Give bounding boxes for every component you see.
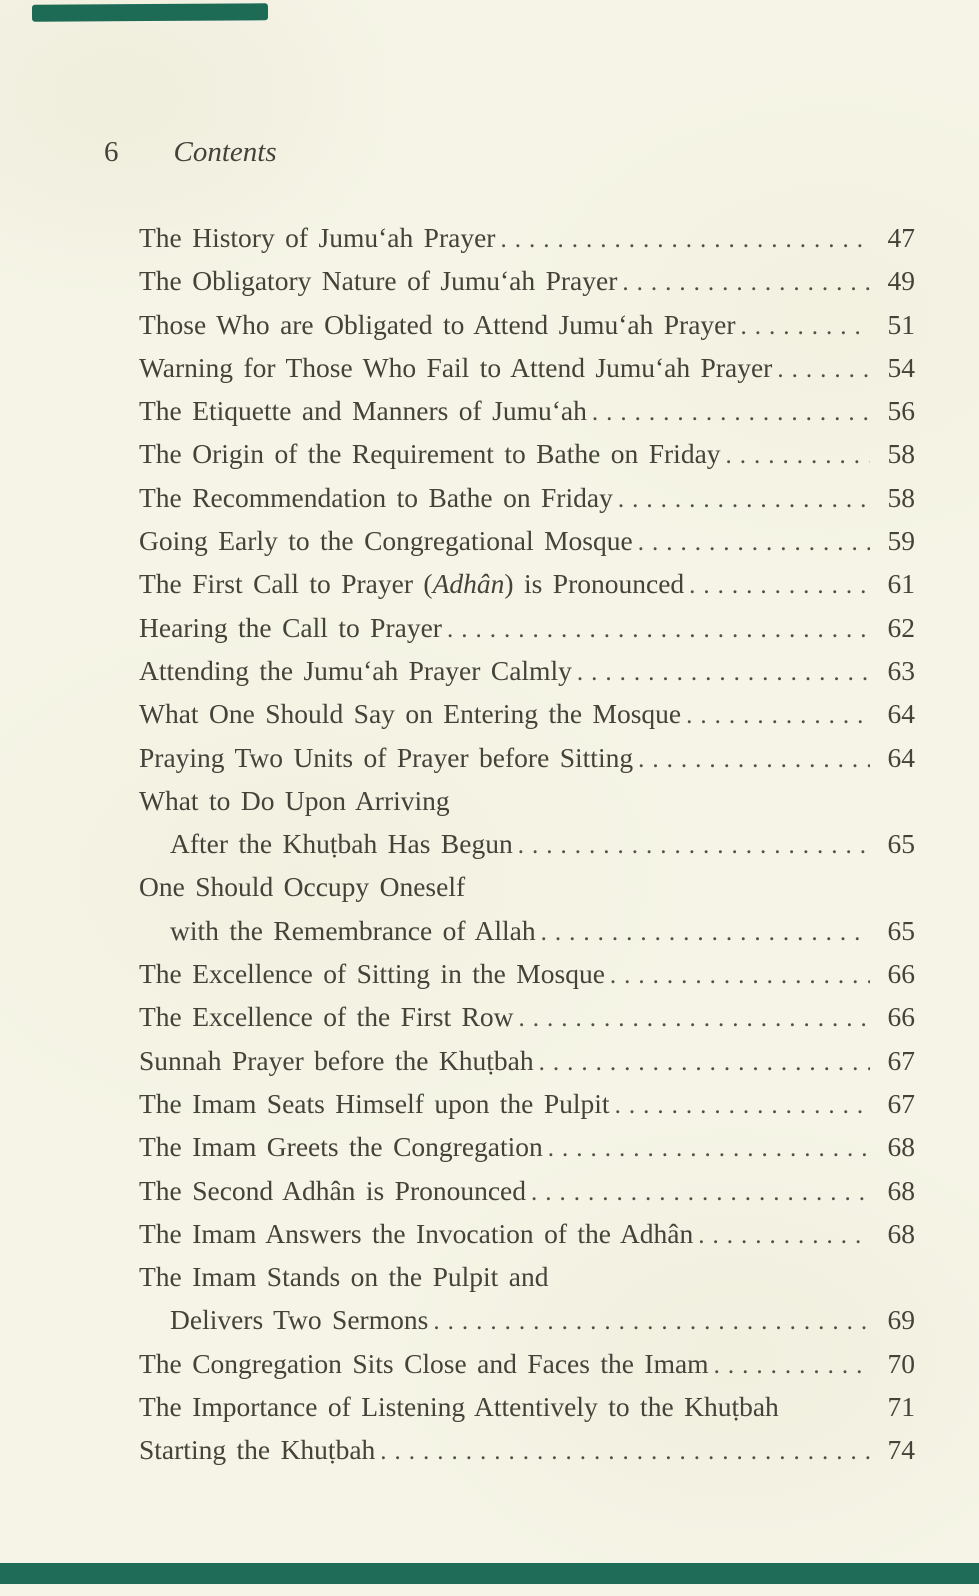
dot-leader xyxy=(592,391,870,434)
toc-entry-page-number: 47 xyxy=(887,222,915,253)
toc-entry-title: Hearing the Call to Prayer xyxy=(139,611,442,643)
dot-leader xyxy=(433,1300,870,1343)
dot-leader xyxy=(518,824,870,867)
toc-entry-title: Warning for Those Who Fail to Attend Jumu‘ah Prayer xyxy=(139,351,773,383)
dot-leader xyxy=(447,608,870,651)
toc-entry-page-number: 63 xyxy=(887,654,915,686)
toc-entry xyxy=(139,389,915,432)
toc-entry xyxy=(139,909,915,952)
running-title: Contents xyxy=(173,136,277,168)
toc-entry-page-number: 68 xyxy=(887,1131,915,1163)
toc-entry-page-number: 56 xyxy=(887,395,915,427)
toc-entry xyxy=(139,995,915,1038)
toc-entry-title: What One Should Say on Entering the Mosque xyxy=(139,698,682,730)
dot-leader xyxy=(689,564,870,607)
toc-entry xyxy=(139,1082,915,1125)
toc-entry xyxy=(139,1212,915,1255)
dot-leader xyxy=(741,305,870,348)
toc-entry-title: After the Khuṭbah Has Begun xyxy=(170,828,513,860)
toc-entry-title: The Recommendation to Bathe on Friday xyxy=(139,481,613,513)
dot-leader xyxy=(577,651,870,694)
toc-entry-page-number: 61 xyxy=(887,568,915,600)
toc-entry-page-number: 64 xyxy=(887,698,915,730)
toc-entry-title: The Importance of Listening Attentively to the Khuṭbah xyxy=(139,1391,779,1423)
toc-entry xyxy=(139,865,915,908)
toc-entry xyxy=(139,1039,915,1082)
toc-entry-page-number: 49 xyxy=(887,265,915,297)
dot-leader xyxy=(610,954,870,997)
dot-leader xyxy=(500,218,870,261)
dot-leader xyxy=(638,521,870,564)
toc-entry xyxy=(139,476,915,519)
page-header xyxy=(104,136,277,168)
toc-entry-title: Attending the Jumu‘ah Prayer Calmly xyxy=(139,654,572,686)
toc-entry-title: The Origin of the Requirement to Bathe on Friday xyxy=(139,438,721,470)
dot-leader xyxy=(531,1171,870,1214)
toc-entry xyxy=(139,822,915,865)
toc-entry xyxy=(139,216,915,259)
dot-leader xyxy=(698,1214,870,1257)
toc-entry xyxy=(139,1298,915,1341)
toc-entry-title: Delivers Two Sermons xyxy=(170,1304,429,1336)
scan-edge-strip-top xyxy=(32,3,268,21)
toc-entry-title: The Etiquette and Manners of Jumu‘ah xyxy=(139,395,587,427)
toc-entry xyxy=(139,606,915,649)
dot-leader xyxy=(519,997,870,1040)
toc-entry-page-number: 68 xyxy=(887,1174,915,1206)
toc-entry-title: Praying Two Units of Prayer before Sitting xyxy=(139,741,634,773)
toc-entry xyxy=(139,779,915,822)
page-number: 6 xyxy=(104,136,119,168)
dot-leader xyxy=(539,1041,870,1084)
toc-entry-page-number: 59 xyxy=(887,525,915,557)
toc-entry xyxy=(139,1385,915,1428)
toc-entry-title: The Imam Seats Himself upon the Pulpit xyxy=(139,1087,610,1119)
toc-entry xyxy=(139,736,915,779)
dot-leader xyxy=(714,1344,870,1387)
toc-entry xyxy=(139,1428,915,1471)
toc-entry xyxy=(139,1255,915,1298)
toc-entry-title: The Imam Greets the Congregation xyxy=(139,1131,543,1163)
toc-entry-page-number: 58 xyxy=(887,438,915,470)
dot-leader xyxy=(638,738,870,781)
toc-entry-page-number: 74 xyxy=(887,1434,915,1466)
toc-entry xyxy=(139,519,915,562)
dot-leader xyxy=(541,911,870,954)
toc-entry xyxy=(139,952,915,995)
toc-entry-page-number: 67 xyxy=(887,1087,915,1119)
table-of-contents xyxy=(139,216,915,1472)
toc-entry-page-number: 54 xyxy=(887,351,915,383)
toc-entry-page-number: 71 xyxy=(887,1391,915,1423)
dot-leader xyxy=(686,694,870,737)
toc-entry xyxy=(139,1125,915,1168)
toc-entry-title: The Imam Stands on the Pulpit and xyxy=(139,1261,549,1293)
toc-entry xyxy=(139,432,915,475)
toc-entry-page-number: 58 xyxy=(887,481,915,513)
toc-entry-page-number: 66 xyxy=(887,958,915,990)
toc-entry-title: What to Do Upon Arriving xyxy=(139,784,450,816)
toc-entry-title: Starting the Khuṭbah xyxy=(139,1434,376,1466)
toc-entry-title: Sunnah Prayer before the Khuṭbah xyxy=(139,1044,534,1076)
toc-entry-page-number: 69 xyxy=(887,1304,915,1336)
toc-entry-title: The Congregation Sits Close and Faces the Imam xyxy=(139,1347,709,1379)
toc-entry xyxy=(139,259,915,302)
toc-entry-page-number: 66 xyxy=(887,1001,915,1033)
toc-entry-page-number: 67 xyxy=(887,1044,915,1076)
toc-entry-title: Going Early to the Congregational Mosque xyxy=(139,525,633,557)
toc-entry-page-number: 70 xyxy=(887,1347,915,1379)
toc-entry-title: with the Remembrance of Allah xyxy=(170,914,536,946)
toc-entry xyxy=(139,346,915,389)
toc-entry-title: The Excellence of the First Row xyxy=(139,1001,514,1033)
toc-entry-page-number: 62 xyxy=(887,611,915,643)
toc-entry-page-number: 68 xyxy=(887,1217,915,1249)
toc-entry xyxy=(139,649,915,692)
toc-entry xyxy=(139,692,915,735)
dot-leader xyxy=(548,1127,870,1170)
toc-entry-title: The Excellence of Sitting in the Mosque xyxy=(139,958,605,990)
toc-entry xyxy=(139,1169,915,1212)
toc-entry xyxy=(139,303,915,346)
toc-entry xyxy=(139,562,915,605)
toc-entry-title: The Obligatory Nature of Jumu‘ah Prayer xyxy=(139,265,618,297)
toc-entry-title: The Second Adhân is Pronounced xyxy=(139,1174,527,1206)
dot-leader xyxy=(618,478,870,521)
toc-entry-title: The Imam Answers the Invocation of the Adhân xyxy=(139,1217,694,1249)
toc-entry-page-number: 65 xyxy=(887,828,915,860)
dot-leader xyxy=(615,1084,870,1127)
toc-entry-title: One Should Occupy Oneself xyxy=(139,871,466,903)
toc-entry-title: Those Who are Obligated to Attend Jumu‘ah Prayer xyxy=(139,308,736,340)
toc-entry-page-number: 51 xyxy=(887,308,915,340)
toc-entry-page-number: 64 xyxy=(887,741,915,773)
dot-leader xyxy=(380,1430,870,1473)
toc-entry-page-number: 65 xyxy=(887,914,915,946)
scan-edge-strip-bottom xyxy=(0,1563,979,1584)
toc-entry-title: The History of Jumu‘ah Prayer xyxy=(139,222,496,253)
toc-entry-title: The First Call to Prayer (Adhân) is Pronounced xyxy=(139,568,685,600)
dot-leader xyxy=(777,348,870,391)
toc-entry xyxy=(139,1342,915,1385)
dot-leader xyxy=(726,434,870,477)
dot-leader xyxy=(622,261,870,304)
